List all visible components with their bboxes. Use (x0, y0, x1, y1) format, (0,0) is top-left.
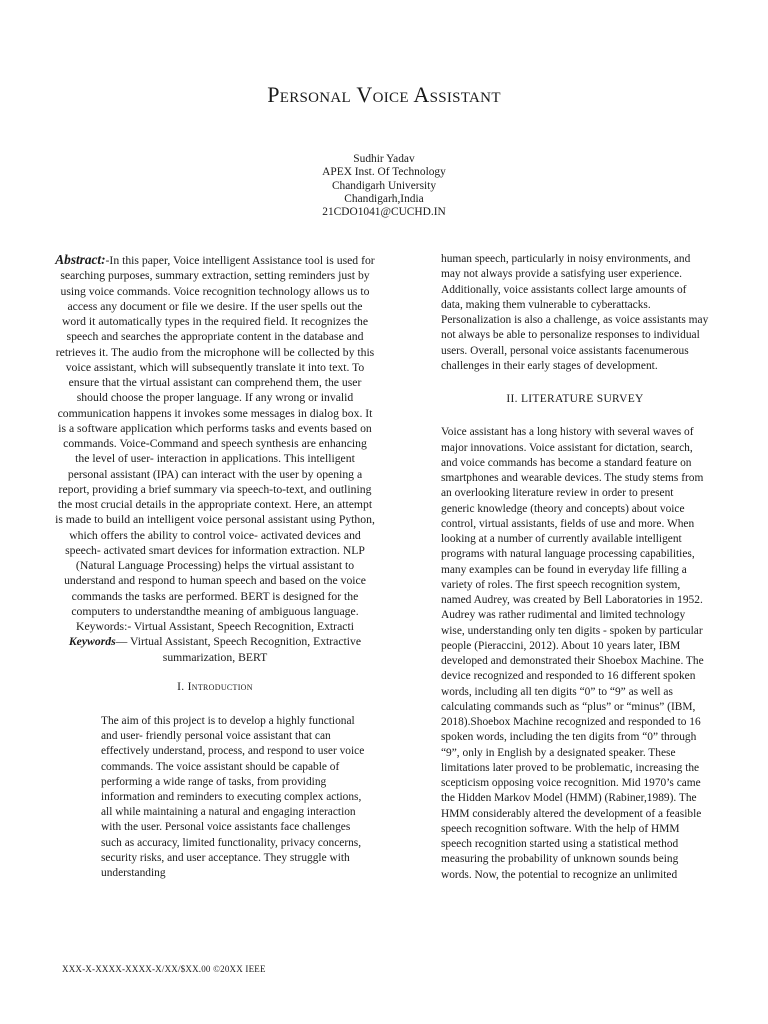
right-column (441, 252, 709, 883)
paper-title: Personal Voice Assistant (267, 82, 501, 107)
author-location: Chandigarh,India (344, 192, 424, 205)
literature-heading: II. LITERATURE SURVEY (506, 393, 644, 405)
author-institute: APEX Inst. Of Technology (322, 166, 446, 179)
keywords-paragraph (55, 634, 375, 665)
left-column (55, 252, 375, 881)
author-name: Sudhir Yadav (353, 153, 415, 165)
literature-body: Voice assistant has a long history with several waves of major innovations. Voice assistant for dictation, search, and voice commands has become a standard feature on smartphones and wearable devices. The study stems from an overlooking literature review in order to present generic knowledge (theory and concepts) about voice control, virtual assistants, fields of use and more. When looking at a number of currently available intelligent programs with natural language processing capabilities, many examples can be found in everyday life filling a variety of roles. The first speech recognition system, named Audrey, was created by Bell Laboratories in 1952. Audrey was rather rudimental and limited technology wise, understanding only ten digits - spoken by particular people (Pieraccini, 2012). About 10 years later, IBM developed and demonstrated their Shoebox Machine. The device recognized and responded to 16 different spoken words, including all ten digits “0” to “9” as well as calculating commands such as “plus” or “minus” (IBM, 2018).Shoebox Machine recognized and responded to 16 spoken words, including the ten digits from “0” through “9”, only in English by a designated speaker. These limitations later proved to be problematic, increasing the scepticism opposing voice recognition. Mid 1970’s came the Hidden Markov Model (HMM) (Rabiner,1989). The HMM considerably altered the development of a feasible speech recognition software. With the help of HMM speech recognition started using a statistical method measuring the probability of unknown sounds being words. Now, the potential to recognize an unlimited (441, 426, 704, 881)
footer-copyright: XXX-X-XXXX-XXXX-X/XX/$XX.00 ©20XX IEEE (62, 964, 266, 974)
abstract-paragraph (55, 252, 375, 634)
abstract-label: Abstract: (55, 252, 106, 267)
intro-continued-body: human speech, particularly in noisy environments, and may not always provide a satisfying user experience. Additionally, voice assistants collect large amounts of data, making them vulnerable to cyberattacks. Personalization is also a challenge, as voice assistants may not always be able to personalize responses to individual users. Overall, personal voice assistants facenumerous challenges in their early stages of development. (441, 253, 709, 372)
author-block (0, 153, 768, 219)
intro-heading: I. Introduction (177, 680, 253, 693)
author-university: Chandigarh University (331, 179, 437, 192)
keywords-label: Keywords (68, 635, 116, 649)
abstract-text: -In this paper, Voice intelligent Assistance tool is used for searching purposes, summary extraction, setting reminders just by using voice commands. Voice recognition technology allows us to access any document or file we desire. If the user spells out the word it automatically types in the required field. It recognizes the speech and searches the appropriate content in the database and retrieves it. The audio from the microphone will be collected by this voice assistant, which will subsequently translate it into text. To ensure that the virtual assistant can comprehend them, the user should choose the proper language. If any wrong or invalid communication happens it invokes some messages in dialog box. It is a software application which performs tasks and events based on commands. Voice-Command and speech synthesis are enhancing the level of user- interaction in applications. This intelligent personal assistant (IPA) can interact with the user by opening a report, providing a brief summary via speech-to-text, and outlining the most crucial details in the appropriate context. Here, an attempt is made to build an intelligent voice personal assistant using Python, which offers the ability to control voice- activated devices and speech- activated smart devices for information extraction. NLP (Natural Language Processing) helps the virtual assistant to understand and respond to human speech and based on the voice commands the tasks are performed. BERT is designed for the computers to understandthe meaning of ambiguous language. Keywords:- Virtual Assistant, Speech Recognition, Extracti (55, 254, 375, 633)
intro-body: The aim of this project is to develop a highly functional and user- friendly personal voice assistant that can effectively understand, process, and respond to user voice commands. The voice assistant should be capable of performing a wide range of tasks, from providing information and reminders to executing complex actions, all while maintaining a natural and engaging interaction with the user. Personal voice assistants face challenges such as accuracy, limited functionality, privacy concerns, security risks, and user acceptance. They struggle with understanding (101, 715, 365, 880)
keywords-text: — Virtual Assistant, Speech Recognition, Extractive summarization, BERT (115, 635, 362, 664)
author-email: 21CDO1041@CUCHD.IN (322, 206, 446, 219)
